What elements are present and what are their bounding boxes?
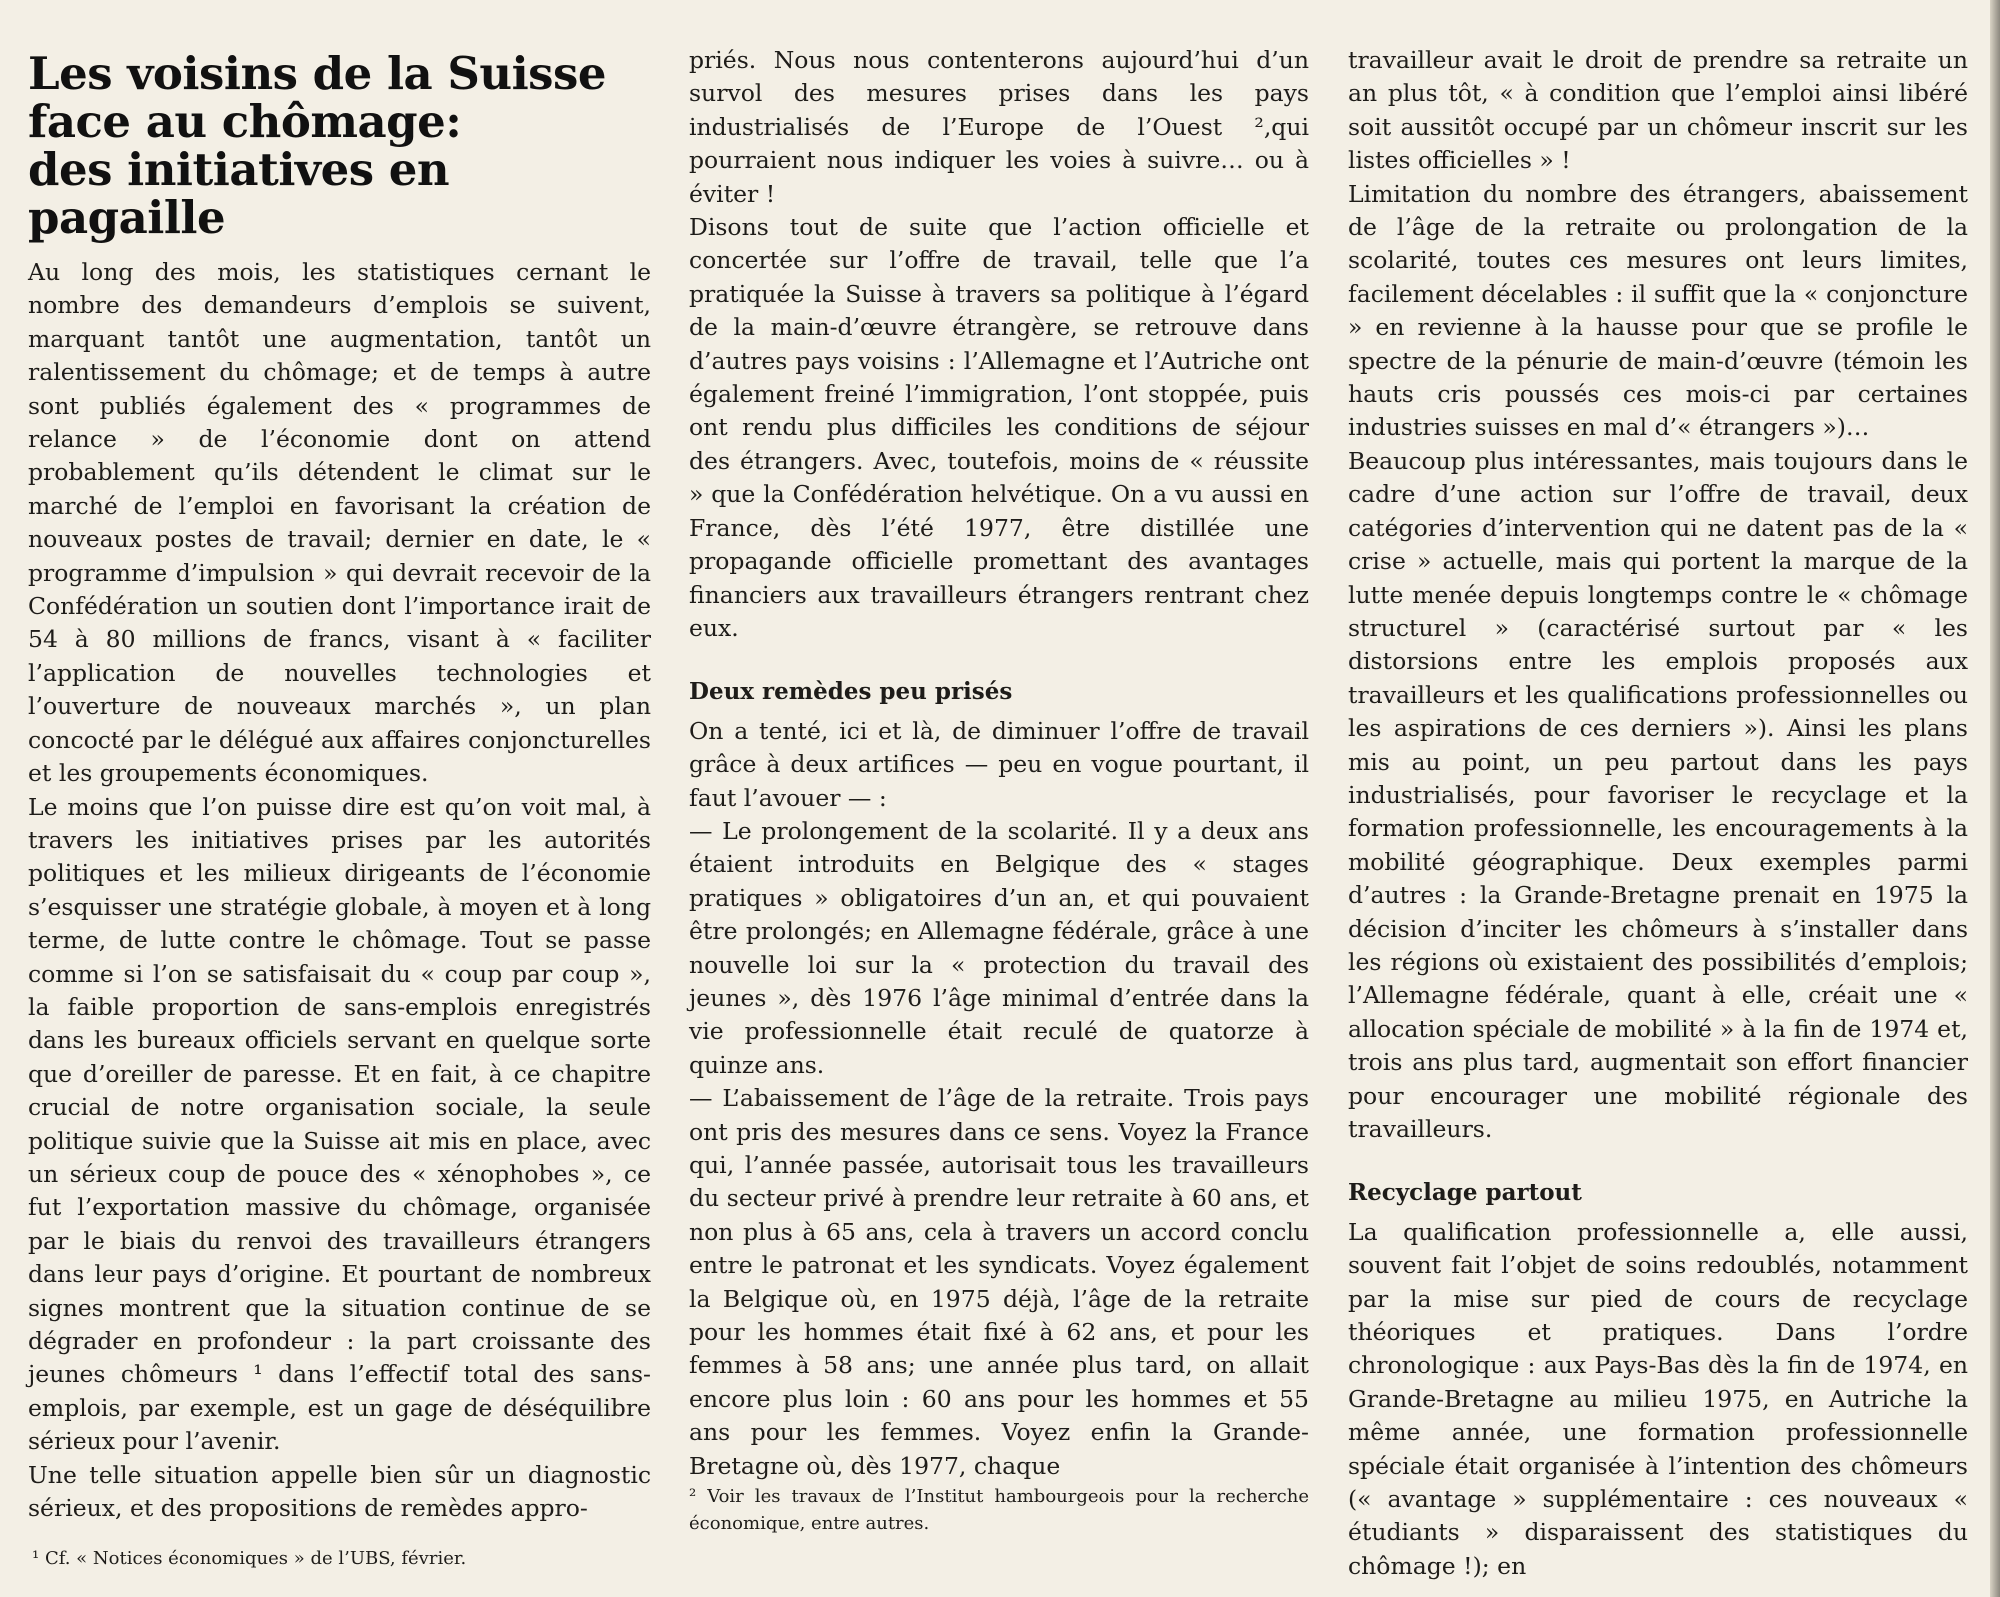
paragraph: travailleur avait le droit de prendre sa retraite un an plus tôt, « à condition que l’emploi ainsi libéré soit aussitôt occupé par un chômeur inscrit sur les listes officielles » ! xyxy=(1348,46,1968,175)
paragraph: Limitation du nombre des étrangers, abaissement de l’âge de la retraite ou prolongation de la scolarité, toutes ces mesures ont leurs limites, facilement décelables : il suffit que la « conjoncture » en revienne à la hausse pour que se profile le spectre de la pénurie de main-d’œuvre (témoin les hauts cris poussés ces mois-ci par certaines industries suisses en mal d’« étrangers »)… xyxy=(1348,179,1968,442)
paragraph: Le moins que l’on puisse dire est qu’on voit mal, à travers les initiatives prises par les autorités politiques et les milieux dirigeants de l’économie s’esquisser une stratégie globale, à moyen et à long terme, de lutte contre le chômage. Tout se passe comme si l’on se satisfaisait du « coup par coup », la faible proportion de sans-emplois enregistrés dans les bureaux officiels servant en quelque sorte que d’oreiller de paresse. Et en fait, à ce chapitre crucial de notre organisation sociale, la seule politique suivie que la Suisse ait mis en place, avec un sérieux coup de pouce des « xénophobes », ce fut l’exportation massive du chômage, organisée par le biais du renvoi des travailleurs étrangers dans leur pays d’origine. Et pourtant de nombreux signes montrent que la situation continue de se dégrader en profondeur : la part croissante des jeunes chômeurs ¹ dans l’effectif total des sans-emplois, par exemple, est un gage de déséquilibre sérieux pour l’avenir. xyxy=(28,792,651,1456)
paragraph: — L’abaissement de l’âge de la retraite. Trois pays ont pris des mesures dans ce sens. Voyez la France qui, l’année passée, autorisait tous les travailleurs du secteur privé à prendre leur retraite à 60 ans, et non plus à 65 ans, cela à travers un accord conclu entre le patronat et les syndicats. Voyez également la Belgique où, en 1975 déjà, l’âge de la retraite pour les hommes était fixé à 62 ans, et pour les femmes à 58 ans; une année plus tard, on allait encore plus loin : 60 ans pour les hommes et 55 ans pour les femmes. Voyez enfin la Grande-Bretagne où, dès 1977, chaque xyxy=(689,1084,1309,1480)
footnote-2: ² Voir les travaux de l’Institut hambourgeois pour la recherche économique, entre autres. xyxy=(689,1486,1309,1535)
headline-line-3: des initiatives en pagaille xyxy=(28,143,450,244)
subheading-recyclage: Recyclage partout xyxy=(1348,1179,1582,1207)
subheading-deux-remedes: Deux remèdes peu prisés xyxy=(689,678,1013,706)
paragraph: Beaucoup plus intéressantes, mais toujours dans le cadre d’une action sur l’offre de travail, deux catégories d’intervention qui ne datent pas de la « crise » actuelle, mais qui portent la marque de la lutte menée depuis longtemps contre le « chômage structurel » (caractérisé surtout par « les distorsions entre les emplois proposés aux travailleurs et les qualifications professionnelles ou les aspirations de ces derniers »). Ainsi les plans mis au point, un peu partout dans les pays industrialisés, pour favoriser le recyclage et la formation professionnelle, les encouragements à la mobilité géographique. Deux exemples parmi d’autres : la Grande-Bretagne prenait en 1975 la décision d’inciter les chômeurs à s’installer dans les régions où existaient des possibilités d’emplois; l’Allemagne fédérale, quant à elle, créait une « allocation spéciale de mobilité » à la fin de 1974 et, trois ans plus tard, augmentait son effort financier pour encourager une mobilité régionale des travailleurs. xyxy=(1348,446,1968,1143)
paragraph: Au long des mois, les statistiques cernant le nombre des demandeurs d’emplois se suivent, marquant tantôt une augmentation, tantôt un ralentissement du chômage; et de temps à autre sont publiés également des « programmes de relance » de l’économie dont on attend probablement qu’ils détendent le climat sur le marché de l’emploi en favorisant la création de nouveaux postes de travail; dernier en date, le « programme d’impulsion » qui devrait recevoir de la Confédération un soutien dont l’importance irait de 54 à 80 millions de francs, visant à « faciliter l’application de nouvelles technologies et l’ouverture de nouveaux marchés », un plan concocté par le délégué aux affaires conjoncturelles et les groupements économiques. xyxy=(28,258,651,788)
paragraph: priés. Nous nous contenterons aujourd’hui d’un survol des mesures prises dans les pays industrialisés de l’Europe de l’Ouest ²,qui pourraient nous indiquer les voies à suivre… ou à éviter ! xyxy=(689,46,1309,208)
paragraph: Une telle situation appelle bien sûr un diagnostic sérieux, et des propositions de remèdes appro- xyxy=(28,1460,651,1523)
column-1 xyxy=(28,47,651,1572)
column-2 xyxy=(689,44,1309,1537)
headline-line-2: face au chômage: xyxy=(28,95,462,148)
column-3 xyxy=(1348,44,1968,1583)
headline-line-1: Les voisins de la Suisse xyxy=(28,47,606,100)
page-edge-shadow xyxy=(1990,0,2000,1597)
paragraph: — Le prolongement de la scolarité. Il y a deux ans étaient introduits en Belgique des « stages pratiques » obligatoires d’un an, et qui pouvaient être prolongés; en Allemagne fédérale, grâce à une nouvelle loi sur la « protection du travail des jeunes », dès 1976 l’âge minimal d’entrée dans la vie professionnelle était reculé de quatorze à quinze ans. xyxy=(689,816,1309,1079)
paragraph: Disons tout de suite que l’action officielle et concertée sur l’offre de travail, telle que l’a pratiquée la Suisse à travers sa politique à l’égard de la main-d’œuvre étrangère, se retrouve dans d’autres pays voisins : l’Allemagne et l’Autriche ont également freiné l’immigration, l’ont stoppée, puis ont rendu plus difficiles les conditions de séjour des étrangers. Avec, toutefois, moins de « réussite » que la Confédération helvétique. On a vu aussi en France, dès l’été 1977, être distillée une propagande officielle promettant des avantages financiers aux travailleurs étrangers rentrant chez eux. xyxy=(689,213,1309,642)
paragraph: On a tenté, ici et là, de diminuer l’offre de travail grâce à deux artifices — peu en vogue pourtant, il faut l’avouer — : xyxy=(689,716,1309,812)
paragraph: La qualification professionnelle a, elle aussi, souvent fait l’objet de soins redoublés, notamment par la mise sur pied de cours de recyclage théoriques et pratiques. Dans l’ordre chronologique : aux Pays-Bas dès la fin de 1974, en Grande-Bretagne au milieu 1975, en Autriche la même année, une formation professionnelle spéciale était organisée à l’intention des chômeurs (« avantage » supplémentaire : ces nouveaux « étudiants » disparaissent des statistiques du chômage !); en xyxy=(1348,1217,1968,1580)
footnote-1: ¹ Cf. « Notices économiques » de l’UBS, février. xyxy=(32,1548,467,1570)
article-headline xyxy=(28,47,651,244)
